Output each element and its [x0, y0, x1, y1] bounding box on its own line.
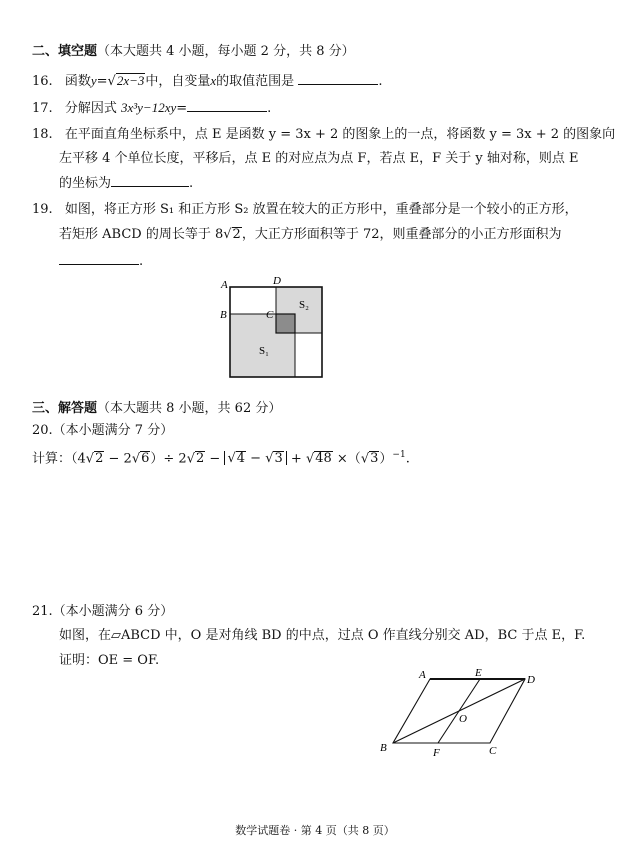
label-e: E [475, 667, 482, 679]
question-19 [32, 201, 578, 219]
q20-part: − [246, 451, 266, 467]
q21-parallelogram-figure [375, 665, 545, 765]
q18-line-3-text: 的坐标为 [59, 176, 112, 191]
question-18 [32, 126, 615, 144]
q20-part: ×（ [332, 451, 361, 467]
q16-end: . [378, 74, 383, 89]
section-note: （本大题共 8 小题，共 62 分） [97, 401, 282, 416]
q16-text-pre: 函数 [64, 74, 91, 89]
q16-y: y [90, 73, 97, 88]
section-2-heading [32, 43, 355, 61]
q20-part: + [286, 451, 306, 467]
question-number: 18. [32, 127, 53, 142]
label-s1: S₁ [259, 345, 269, 357]
q18-line-1: 在平面直角坐标系中，点 E 是函数 y = 3x + 2 的图象上的一点，将函数 y = 3x + 2 的图象向 [64, 127, 616, 142]
answer-blank-18[interactable] [111, 174, 189, 187]
label-o: O [459, 713, 467, 725]
question-16: 16. 函数y=√2x−3中，自变量x的取值范围是 . [32, 73, 383, 89]
q16-radicand: 2x−3 [116, 73, 145, 88]
answer-blank-16[interactable] [298, 72, 378, 85]
overlap-square [276, 314, 295, 333]
label-d: D [273, 275, 281, 287]
q20-radicand: 48 [315, 451, 332, 467]
q20-part: ）÷ 2 [150, 451, 187, 467]
label-s2: S₂ [299, 299, 309, 311]
label-c: C [489, 745, 497, 757]
q20-radicand: 3 [274, 451, 283, 467]
q20-part: （4 [71, 451, 86, 467]
q20-absolute-value: √4 − √3 [224, 451, 286, 465]
q18-end: . [189, 176, 194, 191]
q20-radicand: 4 [236, 451, 246, 467]
q21-line-2: 证明：OE = OF. [59, 653, 160, 668]
label-b: B [220, 309, 227, 321]
q20-radicand: 2 [95, 451, 104, 467]
q20-header: 20.（本小题满分 7 分） [32, 423, 174, 438]
q19-line-2: 若矩形 ABCD 的周长等于 8√2，大正方形面积等于 72，则重叠部分的小正方形面积为 [59, 227, 562, 242]
question-number: 16. [32, 74, 53, 89]
q20-exponent: −1 [392, 450, 406, 460]
label-a: A [221, 279, 228, 291]
q20-radicand: 3 [370, 451, 379, 467]
q17-text-pre: 分解因式 [64, 101, 117, 116]
section-title: 三、解答题 [32, 401, 98, 416]
q21-header: 21.（本小题满分 6 分） [32, 604, 174, 619]
section-3-heading [32, 400, 281, 418]
line-ef [438, 679, 480, 743]
q19-line-2-pre: 若矩形 ABCD 的周长等于 8 [59, 227, 224, 242]
q16-text-mid: 中，自变量 [145, 74, 211, 89]
q20-radicand: 2 [195, 451, 205, 467]
q20-part: − [205, 451, 225, 467]
q17-expression: 3x³y−12xy [120, 100, 177, 115]
label-a: A [419, 669, 426, 681]
q19-line-3 [59, 252, 143, 271]
page-footer: 数学试题卷 · 第 4 页（共 8 页） [235, 824, 395, 837]
label-b: B [380, 742, 387, 754]
q17-end: . [267, 101, 272, 116]
q19-line-2-post: ，大正方形面积等于 72，则重叠部分的小正方形面积为 [241, 227, 562, 242]
q18-line-3 [59, 174, 193, 193]
q19-radicand: 2 [232, 227, 241, 242]
q20-part: ） [379, 451, 393, 467]
label-f: F [433, 747, 440, 759]
answer-blank-19[interactable] [59, 252, 139, 265]
q18-line-2: 左平移 4 个单位长度，平移后，点 E 的对应点为点 F，若点 E，F 关于 y 轴对称，则点 E [59, 151, 579, 166]
q16-text-post: 的取值范围是 [216, 74, 295, 89]
q20-expression: 计算：$(4√2 - 2√6)\div 2√2 - √4 - √3 + √48 \times(√3)^{-1}$. [32, 450, 410, 467]
section-note: （本大题共 4 小题，每小题 2 分，共 8 分） [97, 44, 355, 59]
q19-line-1: 如图，将正方形 S₁ 和正方形 S₂ 放置在较大的正方形中，重叠部分是一个较小的正方形， [64, 202, 578, 217]
q20-part: − 2 [104, 451, 132, 467]
q17-eq: = [176, 101, 188, 116]
label-d: D [527, 674, 535, 686]
q20-radicand: 6 [141, 451, 150, 467]
answer-blank-17[interactable] [187, 99, 267, 112]
q19-square-figure [215, 272, 330, 382]
q20-calc-label: 计算： [32, 451, 72, 467]
question-number: 19. [32, 202, 53, 217]
label-c: C [266, 309, 274, 321]
q16-x: x [210, 73, 217, 88]
q21-line-1: 如图，在▱ABCD 中，O 是对角线 BD 的中点，过点 O 作直线分别交 AD，BC 于点 E，F. [59, 628, 586, 643]
q16-eq: = [96, 74, 108, 89]
q20-end: . [405, 451, 410, 467]
question-number: 17. [32, 101, 53, 116]
section-title: 二、填空题 [32, 44, 98, 59]
question-17 [32, 99, 271, 118]
q19-end: . [139, 254, 144, 269]
